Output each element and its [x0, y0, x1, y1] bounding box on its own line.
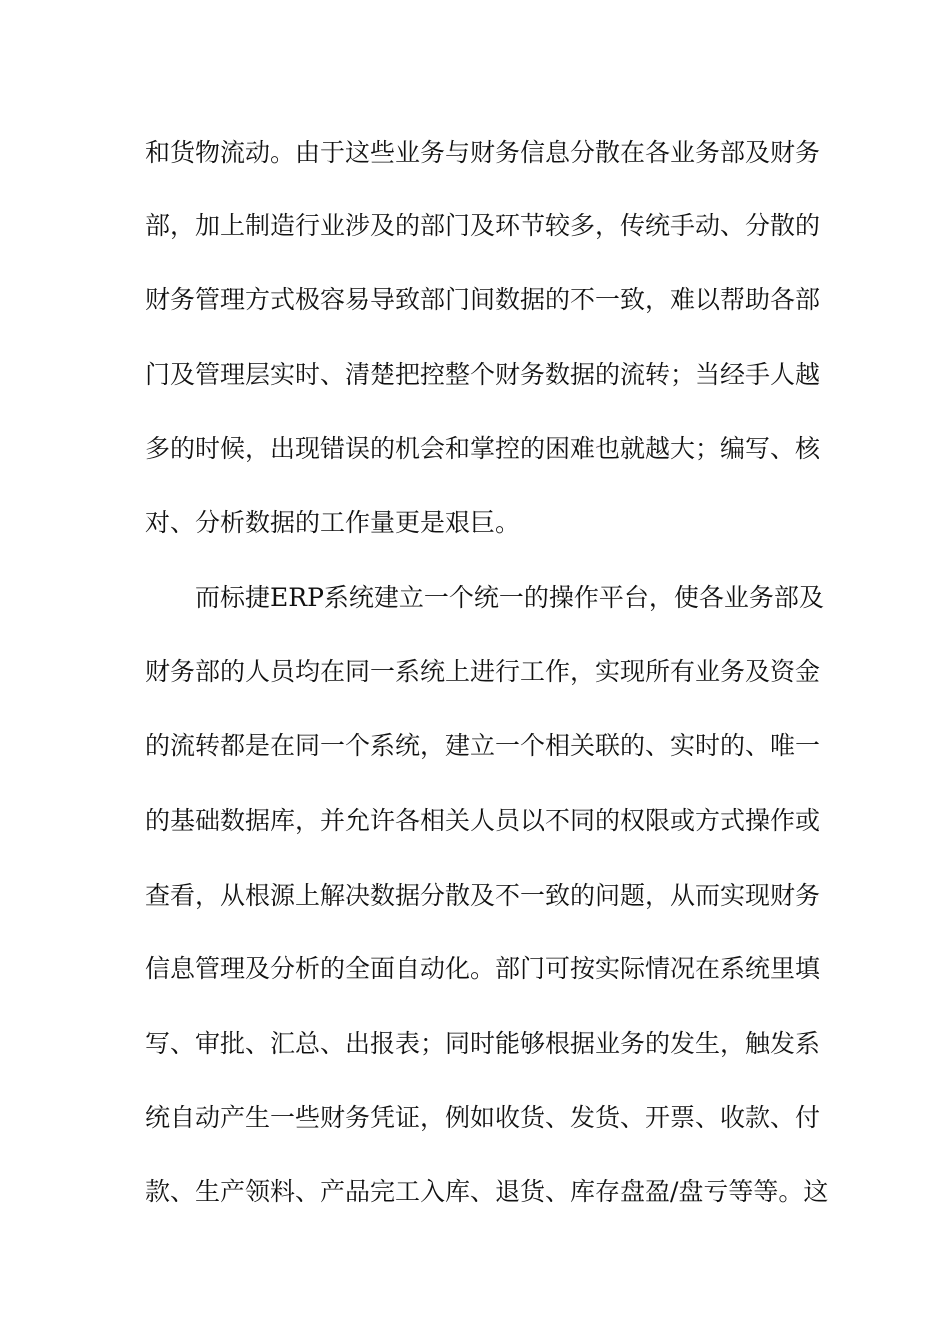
text-line: 统自动产生一些财务凭证，例如收货、发货、开票、收款、付	[145, 1103, 821, 1132]
text-line: 和货物流动。由于这些业务与财务信息分散在各业务部及财务	[145, 138, 821, 167]
text-line: 款、生产领料、产品完工入库、退货、库存盘盈/盘亏等等。这	[145, 1177, 829, 1206]
text-line: 部，加上制造行业涉及的部门及环节较多，传统手动、分散的	[145, 211, 821, 240]
text-line: 财务部的人员均在同一系统上进行工作，实现所有业务及资金	[145, 657, 821, 686]
paragraph-first-line: 而标捷ERP系统建立一个统一的操作平台，使各业务部及	[195, 583, 824, 612]
text-line: 查看，从根源上解决数据分散及不一致的问题，从而实现财务	[145, 881, 821, 910]
text-line: 的流转都是在同一个系统，建立一个相关联的、实时的、唯一	[145, 731, 821, 760]
text-line: 信息管理及分析的全面自动化。部门可按实际情况在系统里填	[145, 954, 821, 983]
text-line: 对、分析数据的工作量更是艰巨。	[145, 508, 521, 537]
text-line: 的基础数据库，并允许各相关人员以不同的权限或方式操作或	[145, 806, 821, 835]
text-line: 多的时候，出现错误的机会和掌控的困难也就越大；编写、核	[145, 434, 821, 463]
text-line: 门及管理层实时、清楚把控整个财务数据的流转；当经手人越	[145, 360, 821, 389]
text-line: 财务管理方式极容易导致部门间数据的不一致，难以帮助各部	[145, 285, 821, 314]
text-line: 写、审批、汇总、出报表；同时能够根据业务的发生，触发系	[145, 1029, 821, 1058]
